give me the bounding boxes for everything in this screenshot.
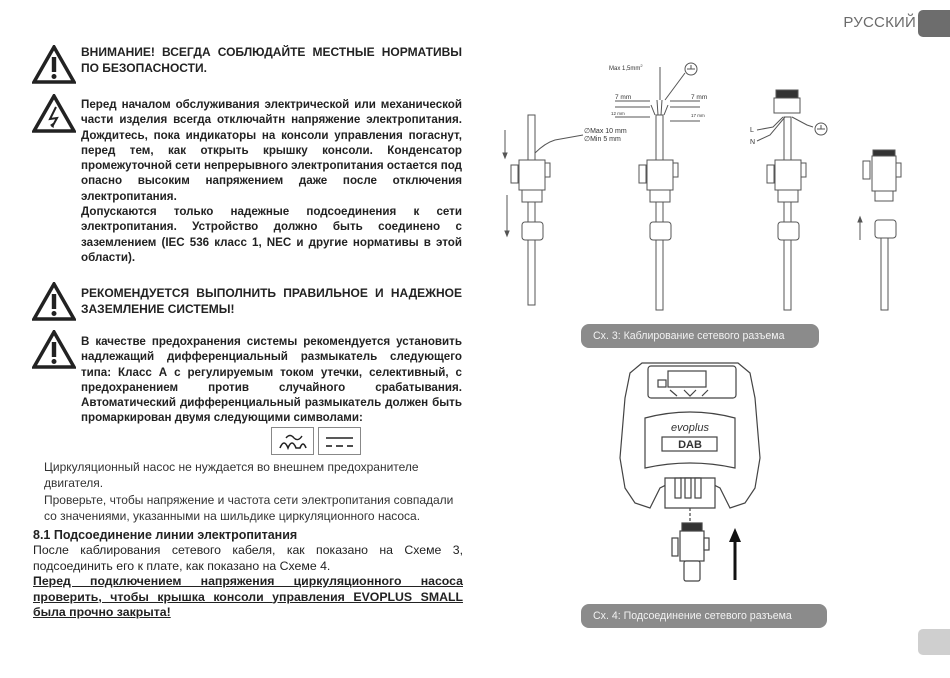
strip-right-label: 7 mm [691,94,708,101]
page-tab [918,629,950,655]
dia-min-label: ∅Min 5 mm [584,136,621,143]
warning-exclamation-icon [32,45,76,85]
warning-text: Допускаются только надежные подсоединения к сети электропитания. Устройство должно быть соединено с заземлением (IEC 536 класс 1, NEC и другие нормативы в этой области). [81,205,462,264]
dab-logo: DAB [678,439,702,451]
len-left-label: 12 mm [611,111,625,116]
note-text: Циркуляционный насос не нуждается во внешнем предохранителе двигателя. [44,460,419,490]
warning-text: ВНИМАНИЕ! ВСЕГДА СОБЛЮДАЙТЕ МЕСТНЫЕ НОРМАТИВЫ ПО БЕЗОПАСНОСТИ. [81,45,462,75]
language-label: РУССКИЙ [843,14,916,31]
warning-text: В качестве предохранения системы рекомендуется установить надлежащий дифференциальный размыкатель следующего типа: Класс А с регулируемым током утечки, селективный, с предохранением против случайного срабатывания. Автоматический дифференциальный размыкатель должен быть промаркирован двумя следующими символами: [81,335,462,425]
section-body: После каблирования сетевого кабеля, как показано на Схеме 3, подсоединить его к плате, как показано на Схеме 4. [33,543,463,573]
warning-text: Перед началом обслуживания электрической или механической части изделия всегда отключайтн напряжение электропитания. Дождитесь, пока индикаторы на консоли управления погаснут, перед тем, как открыть крышку консоли. Конденсатор промежуточной сети непрерывного электропитания остается под опасно высоким напряжением даже после отключения электропитания. [81,98,462,203]
figure-4-caption: Сх. 4: Подсоединение сетевого разъема [581,604,827,628]
warning-block-safety [32,45,462,85]
warning-block-grounding [32,282,462,322]
strip-left-label: 7 mm [615,94,632,101]
dia-max-label: ∅Max 10 mm [584,128,627,135]
ac-pulsating-symbol [271,427,314,455]
wire-l-label: L [750,127,754,134]
notes-block [44,460,462,526]
warning-block-electric [32,94,462,264]
language-tab [918,10,950,37]
insert-arrow-icon [729,528,741,580]
dc-symbol [318,427,361,455]
electric-hazard-icon [32,94,76,134]
figure-3-cable-wiring [495,55,915,320]
section-power-connection [33,527,463,621]
warning-exclamation-icon [32,330,76,370]
wire-n-label: N [750,139,756,146]
figure-4-connector-insertion [610,358,780,590]
figure-3-caption: Сх. 3: Каблирование сетевого разъема [581,324,819,348]
note-text: Проверьте, чтобы напряжение и частота сети электропитания совпадали со значениями, указанными на шильдике циркуляционного насоса. [44,493,454,523]
warning-block-breaker [32,330,462,440]
evoplus-brand: evoplus [671,422,709,434]
max-section-label: Max $1,5mm^2$ [609,63,643,72]
section-title: 8.1 Подсоединение линии электропитания [33,528,298,542]
warning-exclamation-icon [32,282,76,322]
section-warning: Перед подключением напряжения циркуляционного насоса проверить, чтобы крышка консоли управления EVOPLUS SMALL была прочно закрыта! [33,574,463,619]
len-right-label: 17 mm [691,113,705,118]
warning-text: РЕКОМЕНДУЕТСЯ ВЫПОЛНИТЬ ПРАВИЛЬНОЕ И НАДЕЖНОЕ ЗАЗЕМЛЕНИЕ СИСТЕМЫ! [81,286,462,316]
